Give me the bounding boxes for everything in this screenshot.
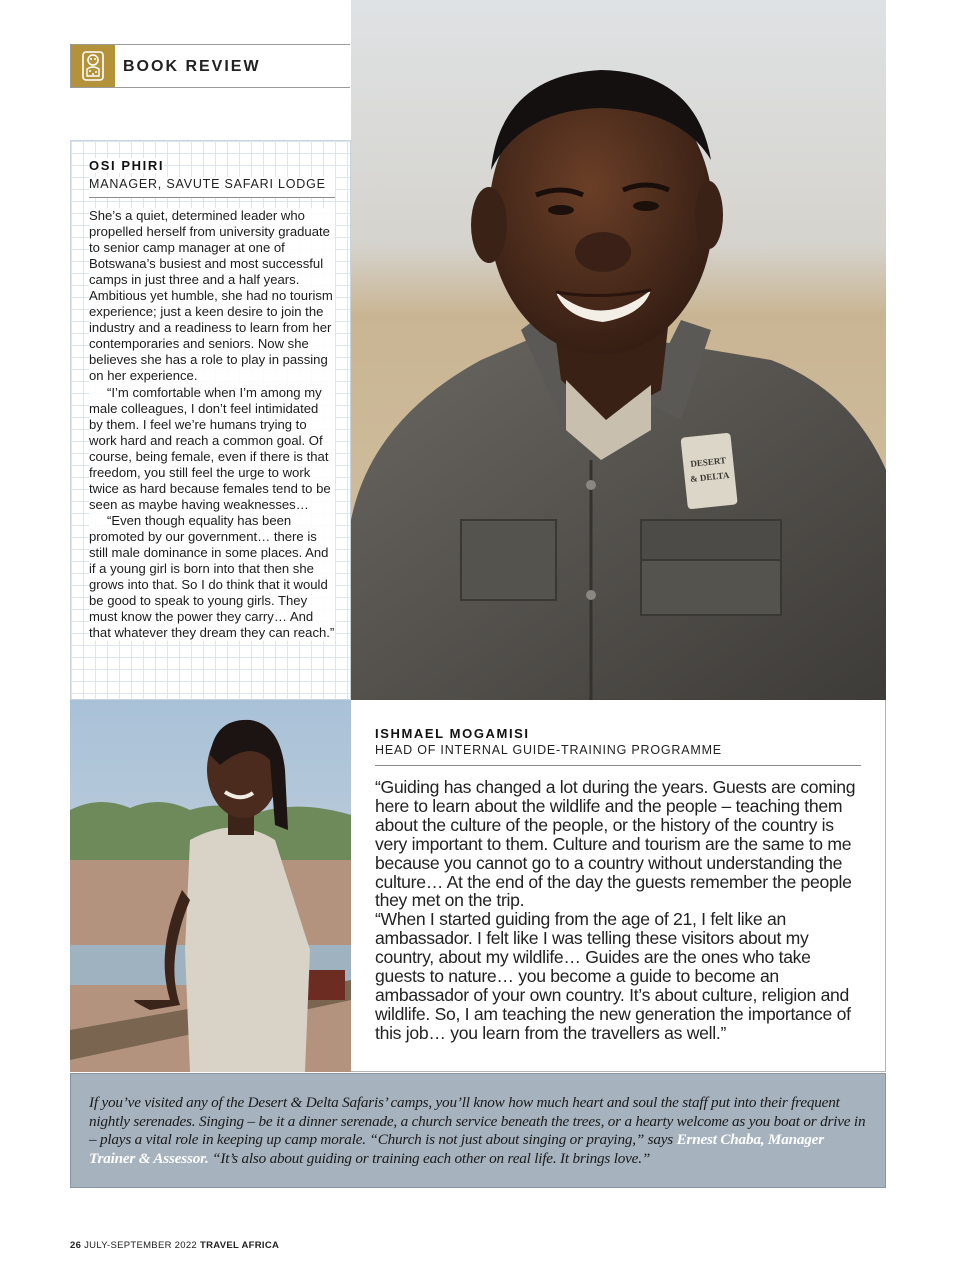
ishmael-portrait-photo [351, 0, 886, 700]
osi-body [89, 208, 335, 641]
section-header [70, 44, 350, 88]
caption-highlight-name: Ernest Chaba, Manager Trainer & Assessor. [89, 1131, 824, 1167]
osi-profile-box [70, 140, 351, 700]
ishmael-profile-box [351, 700, 886, 1072]
ishmael-paragraph: “When I started guiding from the age of 21, I felt like an ambassador. I felt like I was telling these visitors about my country, about my wildlife… Guides are the ones who take guests to nature… you become a guide to become an ambassador of your own country. It’s about culture, religion and wildlife. So, I am teaching the new generation the importance of this job… you learn from the travellers as well.” [375, 909, 851, 1043]
cheetah-logo-icon [71, 45, 115, 87]
caption-text-part: “It’s also about guiding or training each other on real life. It brings love.” [208, 1149, 651, 1167]
shirt-badge-text: DESERT [689, 455, 727, 469]
ishmael-role: HEAD OF INTERNAL GUIDE-TRAINING PROGRAMME [375, 743, 861, 766]
caption-text-part: If you’ve visited any of the Desert & Delta Safaris’ camps, you’ll know how much heart and soul the staff put into their frequent nightly serenades. Singing – be it a dinner serenade, a church service beneath the trees, or a hearty welcome as you boat or drive in – plays a vital role in keeping up camp morale. “Church is not just about singing or praying,” says [89, 1094, 866, 1149]
osi-portrait-photo [70, 700, 351, 1072]
section-title: BOOK REVIEW [123, 58, 261, 75]
osi-paragraph: “I’m comfortable when I’m among my male colleagues, I don’t feel intimidated by them. I feel we’re humans trying to work hard and reach a common goal. Of course, being female, even if there is that freedom, you still feel the urge to work twice as hard because females tend to be seen as maybe having weaknesses… [89, 385, 335, 513]
ishmael-quote [375, 778, 861, 1043]
osi-paragraph: She’s a quiet, determined leader who propelled herself from university graduate to senior camp manager at one of Botswana’s busiest and most successful camps in just three and a half years. Ambitious yet humble, she had no tourism experience; just a keen desire to join the industry and a readiness to learn from her contemporaries and seniors. Now she believes she has a role to play in passing on her experience. [89, 208, 335, 385]
page-number: 26 [70, 1240, 82, 1251]
osi-paragraph: “Even though equality has been promoted by our government… there is still male dominance in some places. And if a young girl is born into that then she grows into that. So I do think that it would be good to speak to young girls. They must know the power they carry… And that whatever they dream they can reach.” [89, 512, 335, 641]
issue-date: JULY-SEPTEMBER 2022 [84, 1240, 198, 1251]
ishmael-name: ISHMAEL MOGAMISI [375, 726, 530, 741]
ishmael-paragraph: “Guiding has changed a lot during the years. Guests are coming here to learn about the wildlife and the people – teaching them about the culture of the people, or the history of the country is very important to them. Culture and tourism are the same to me because you cannot go to a country without understanding the culture… At the end of the day the guests remember the people they met on the trip. [375, 777, 856, 911]
caption-text [89, 1094, 869, 1168]
magazine-name: TRAVEL AFRICA [199, 1240, 280, 1251]
osi-name: OSI PHIRI [89, 158, 165, 173]
serenade-caption-box [70, 1073, 886, 1188]
shirt-badge-text: & DELTA [689, 469, 730, 484]
osi-role: MANAGER, SAVUTE SAFARI LODGE [89, 177, 335, 198]
page-footer [70, 1240, 279, 1251]
